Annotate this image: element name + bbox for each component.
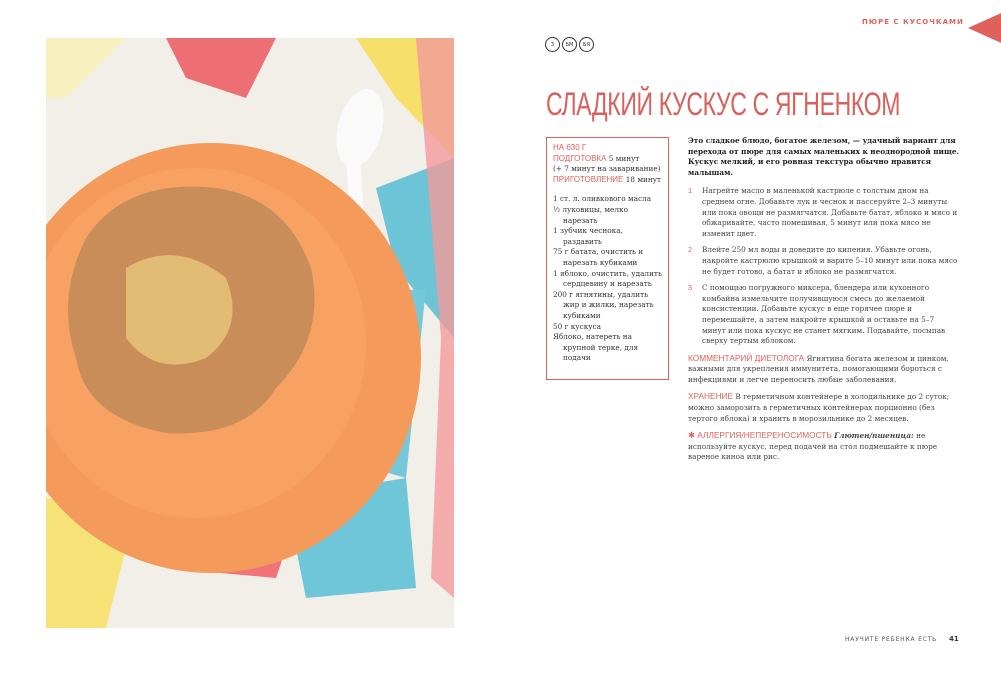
step-text: Нагрейте масло в маленькой кастрюле с толстым дном на среднем огне. Добавьте лук и чеснок и пассеруйте 2–3 минуты или пока овощи не размягчатся. Добавьте батат, яблоко и мясо и обжаривайте, часто помешивая, 5 минут или пока мясо не изменит цвет. [702,186,958,238]
page-number: 41 [949,635,959,643]
recipe-info-box [546,137,669,380]
ingredient: 75 г батата, очистить и нарезать кубиками [553,247,644,267]
intro-text: Это сладкое блюдо, богатое железом, — удачный вариант для перехода от пюре для самых маленьких к неоднородной пище. Кускус мелкий, и его ровная текстура обычно нравится малышам. [688,136,960,177]
section-header: ПЮРЕ С КУСОЧКАМИ [862,18,964,26]
badge: З [545,37,560,52]
dietitian-label: КОММЕНТАРИЙ ДИЕТОЛОГА [688,352,805,363]
ingredient: ½ луковицы, мелко нарезать [553,204,628,225]
wheat-icon: ✱ [688,430,695,441]
dietitian-note [688,353,960,386]
step [688,283,960,347]
ingredient: 1 ст. л. оливкового масла [553,194,652,204]
yield: НА 630 Г [553,143,587,152]
allergy-bold: Глютен/пшеница: [834,431,914,441]
allergy-text: не используйте кускус, перед подачей на стол подмешайте к пюре вареное киноа или рис. [688,431,938,462]
storage-note [688,391,960,424]
step-text: Влейте 250 мл воды и доведите до кипения. Убавьте огонь, накройте кастрюлю крышкой и варите 5–10 минут или пока мясо не будет готово, а батат и яблоко не размягчатся. [702,245,958,276]
cook-label: ПРИГОТОВЛЕНИЕ [553,174,624,184]
step-number: 3 [688,283,693,293]
storage-text: В герметичном контейнере в холодильнике до 2 суток; можно заморозить в герметичных контейнерах порционно (без тертого яблока) и хранить в морозильнике до 2 месяцев. [688,392,950,423]
badge: БЯ [579,37,594,52]
ingredients-list [553,194,662,364]
diet-badges [545,37,594,52]
step-number: 1 [688,186,693,196]
allergy-note [688,430,960,463]
step [688,245,960,277]
ingredient: Яблоко, натереть на крупной терке, для подачи [553,332,639,363]
dietitian-text: Ягнятина богата железом и цинком, важными для укрепления иммунитета, помогающими бороться с инфекциями и легче переносить любые заболевания. [688,353,949,384]
footer-title: НАУЧИТЕ РЕБЕНКА ЕСТЬ [845,636,938,643]
section-tab-marker [968,10,1001,46]
ingredient: 50 г кускуса [553,321,601,331]
ingredient: 200 г ягнятины, удалить жир и жилки, нарезать кубиками [553,289,654,320]
storage-label: ХРАНЕНИЕ [688,391,734,402]
step [688,186,960,239]
recipe-photo [46,38,454,628]
step-text: С помощью погружного миксера, блендера или кухонного комбайна измельчите получившуюся смесь до желаемой консистенции. Добавьте кускус в еще горячее пюре и перемешайте, а затем накройте крышкой и оставьте на 5–7 минут или пока кускус не станет мягким. Подавайте, посыпав сверху тертым яблоком. [702,283,946,346]
allergy-label: АЛЛЕРГИЯ/НЕПЕРЕНОСИМОСТЬ [697,430,832,441]
recipe-title: СЛАДКИЙ КУСКУС С ЯГНЕНКОМ [546,86,901,122]
ingredient: 1 зубчик чеснока, раздавить [553,226,623,246]
prep-value: 5 минут [608,153,640,163]
recipe-body [688,136,960,469]
ingredient: 1 яблоко, очистить, удалить сердцевину и нарезать [553,268,662,289]
cook-value: 18 минут [625,174,662,184]
prep-extra: (+ 7 минут на заваривание) [553,164,661,174]
prep-label: ПОДГОТОВКА [553,153,607,163]
step-number: 2 [688,245,693,255]
badge: БМ [562,37,577,52]
